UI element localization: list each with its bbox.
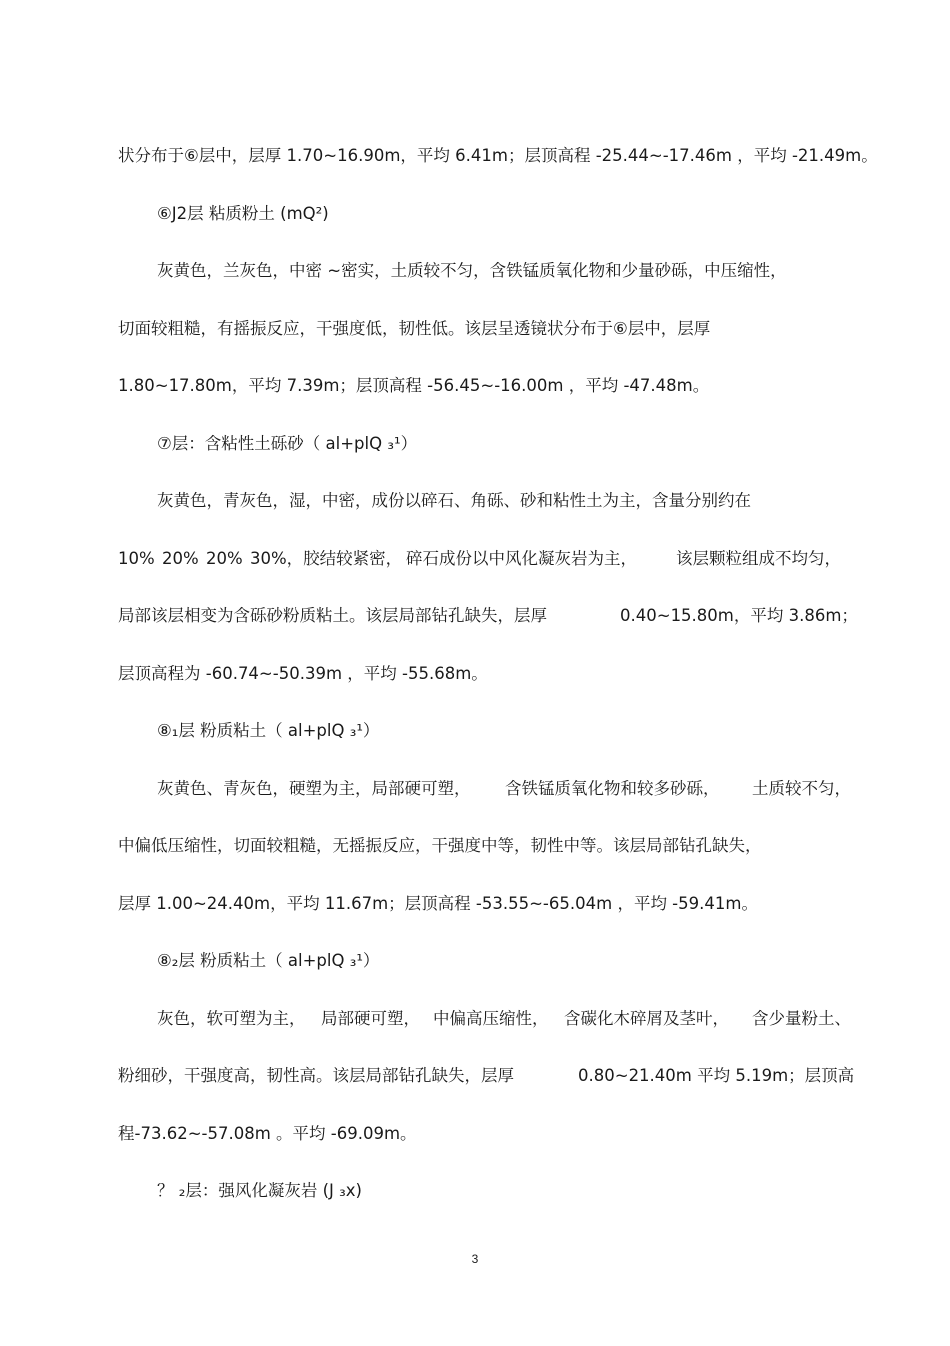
- text-segment: 粉细砂，干强度高，韧性高。该层局部钻孔缺失，层厚: [118, 1066, 514, 1085]
- text-line: [0, 315, 950, 343]
- text-segment: 灰黄色，青灰色，湿，中密，成份以碎石、角砾、砂和粘性土为主，含量分别约在: [157, 491, 751, 510]
- layer-heading: [0, 200, 950, 228]
- text-line: [0, 257, 950, 285]
- text-segment: 切面较粗糙，有摇振反应，干强度低，韧性低。该层呈透镜状分布于⑥层中，层厚: [118, 319, 711, 338]
- layer-heading: [0, 947, 950, 975]
- text-segment: 0.80~21.40m 平均 5.19m；层顶高: [578, 1066, 855, 1085]
- text-segment: 中偏低压缩性，切面较粗糙，无摇振反应，干强度中等，韧性中等。该层局部钻孔缺失，: [118, 836, 762, 855]
- text-segment: 20%: [162, 549, 199, 568]
- text-segment: 30%，胶结较紧密，: [250, 549, 403, 568]
- text-line: [0, 832, 950, 860]
- text-segment: 含碳化木碎屑及茎叶，: [564, 1009, 729, 1028]
- text-segment: 10%: [118, 549, 155, 568]
- layer-heading: [0, 717, 950, 745]
- text-line: [0, 142, 950, 170]
- text-line: [0, 660, 950, 688]
- text-segment: 状分布于⑥层中，层厚 1.70~16.90m，平均 6.41m；层顶高程 -25.44~-17.46m ，平均 -21.49m。: [118, 146, 878, 165]
- page-number: 3: [471, 1252, 479, 1266]
- text-segment: 该层颗粒组成不均匀，: [676, 549, 841, 568]
- text-segment: 灰色，软可塑为主，: [157, 1009, 306, 1028]
- text-segment: 局部该层相变为含砾砂粉质粘土。该层局部钻孔缺失，层厚: [118, 606, 547, 625]
- text-segment: 碎石成份以中风化凝灰岩为主，: [406, 549, 637, 568]
- text-segment: ⑧₂层 粉质粘土（ al+plQ ₃¹）: [157, 951, 380, 970]
- text-segment: 灰黄色，兰灰色，中密 ~密实，土质较不匀，含铁锰质氧化物和少量砂砾，中压缩性，: [157, 261, 787, 280]
- text-segment: ⑧₁层 粉质粘土（ al+plQ ₃¹）: [157, 721, 380, 740]
- text-segment: 0.40~15.80m，平均 3.86m；: [620, 606, 858, 625]
- text-line: [0, 1062, 950, 1090]
- text-line: [0, 1005, 950, 1033]
- text-segment: 局部硬可塑，: [321, 1009, 420, 1028]
- text-segment: 程-73.62~-57.08m 。平均 -69.09m。: [118, 1124, 417, 1143]
- layer-heading: [0, 430, 950, 458]
- text-line: [0, 487, 950, 515]
- text-segment: 灰黄色、青灰色，硬塑为主，局部硬可塑，: [157, 779, 471, 798]
- text-segment: 1.80~17.80m，平均 7.39m；层顶高程 -56.45~-16.00m ，平均 -47.48m。: [118, 376, 710, 395]
- text-segment: 20%: [206, 549, 243, 568]
- text-segment: 中偏高压缩性，: [433, 1009, 549, 1028]
- text-segment: 含少量粉土、: [752, 1009, 851, 1028]
- text-line: [0, 775, 950, 803]
- layer-heading: [0, 1177, 950, 1205]
- text-line: [0, 602, 950, 630]
- text-segment: 土质较不匀，: [752, 779, 851, 798]
- text-line: [0, 890, 950, 918]
- text-segment: 含铁锰质氧化物和较多砂砾，: [505, 779, 720, 798]
- text-segment: 层顶高程为 -60.74~-50.39m ，平均 -55.68m。: [118, 664, 488, 683]
- text-segment: ？ ₂层：强风化凝灰岩 (J ₃x): [157, 1181, 362, 1200]
- text-segment: ⑦层：含粘性土砾砂（ al+plQ ₃¹）: [157, 434, 418, 453]
- text-segment: ⑥J2层 粘质粉土 (mQ²): [157, 204, 329, 223]
- text-segment: 层厚 1.00~24.40m，平均 11.67m；层顶高程 -53.55~-65.04m ，平均 -59.41m。: [118, 894, 758, 913]
- text-line: [0, 545, 950, 573]
- text-line: [0, 372, 950, 400]
- text-line: [0, 1120, 950, 1148]
